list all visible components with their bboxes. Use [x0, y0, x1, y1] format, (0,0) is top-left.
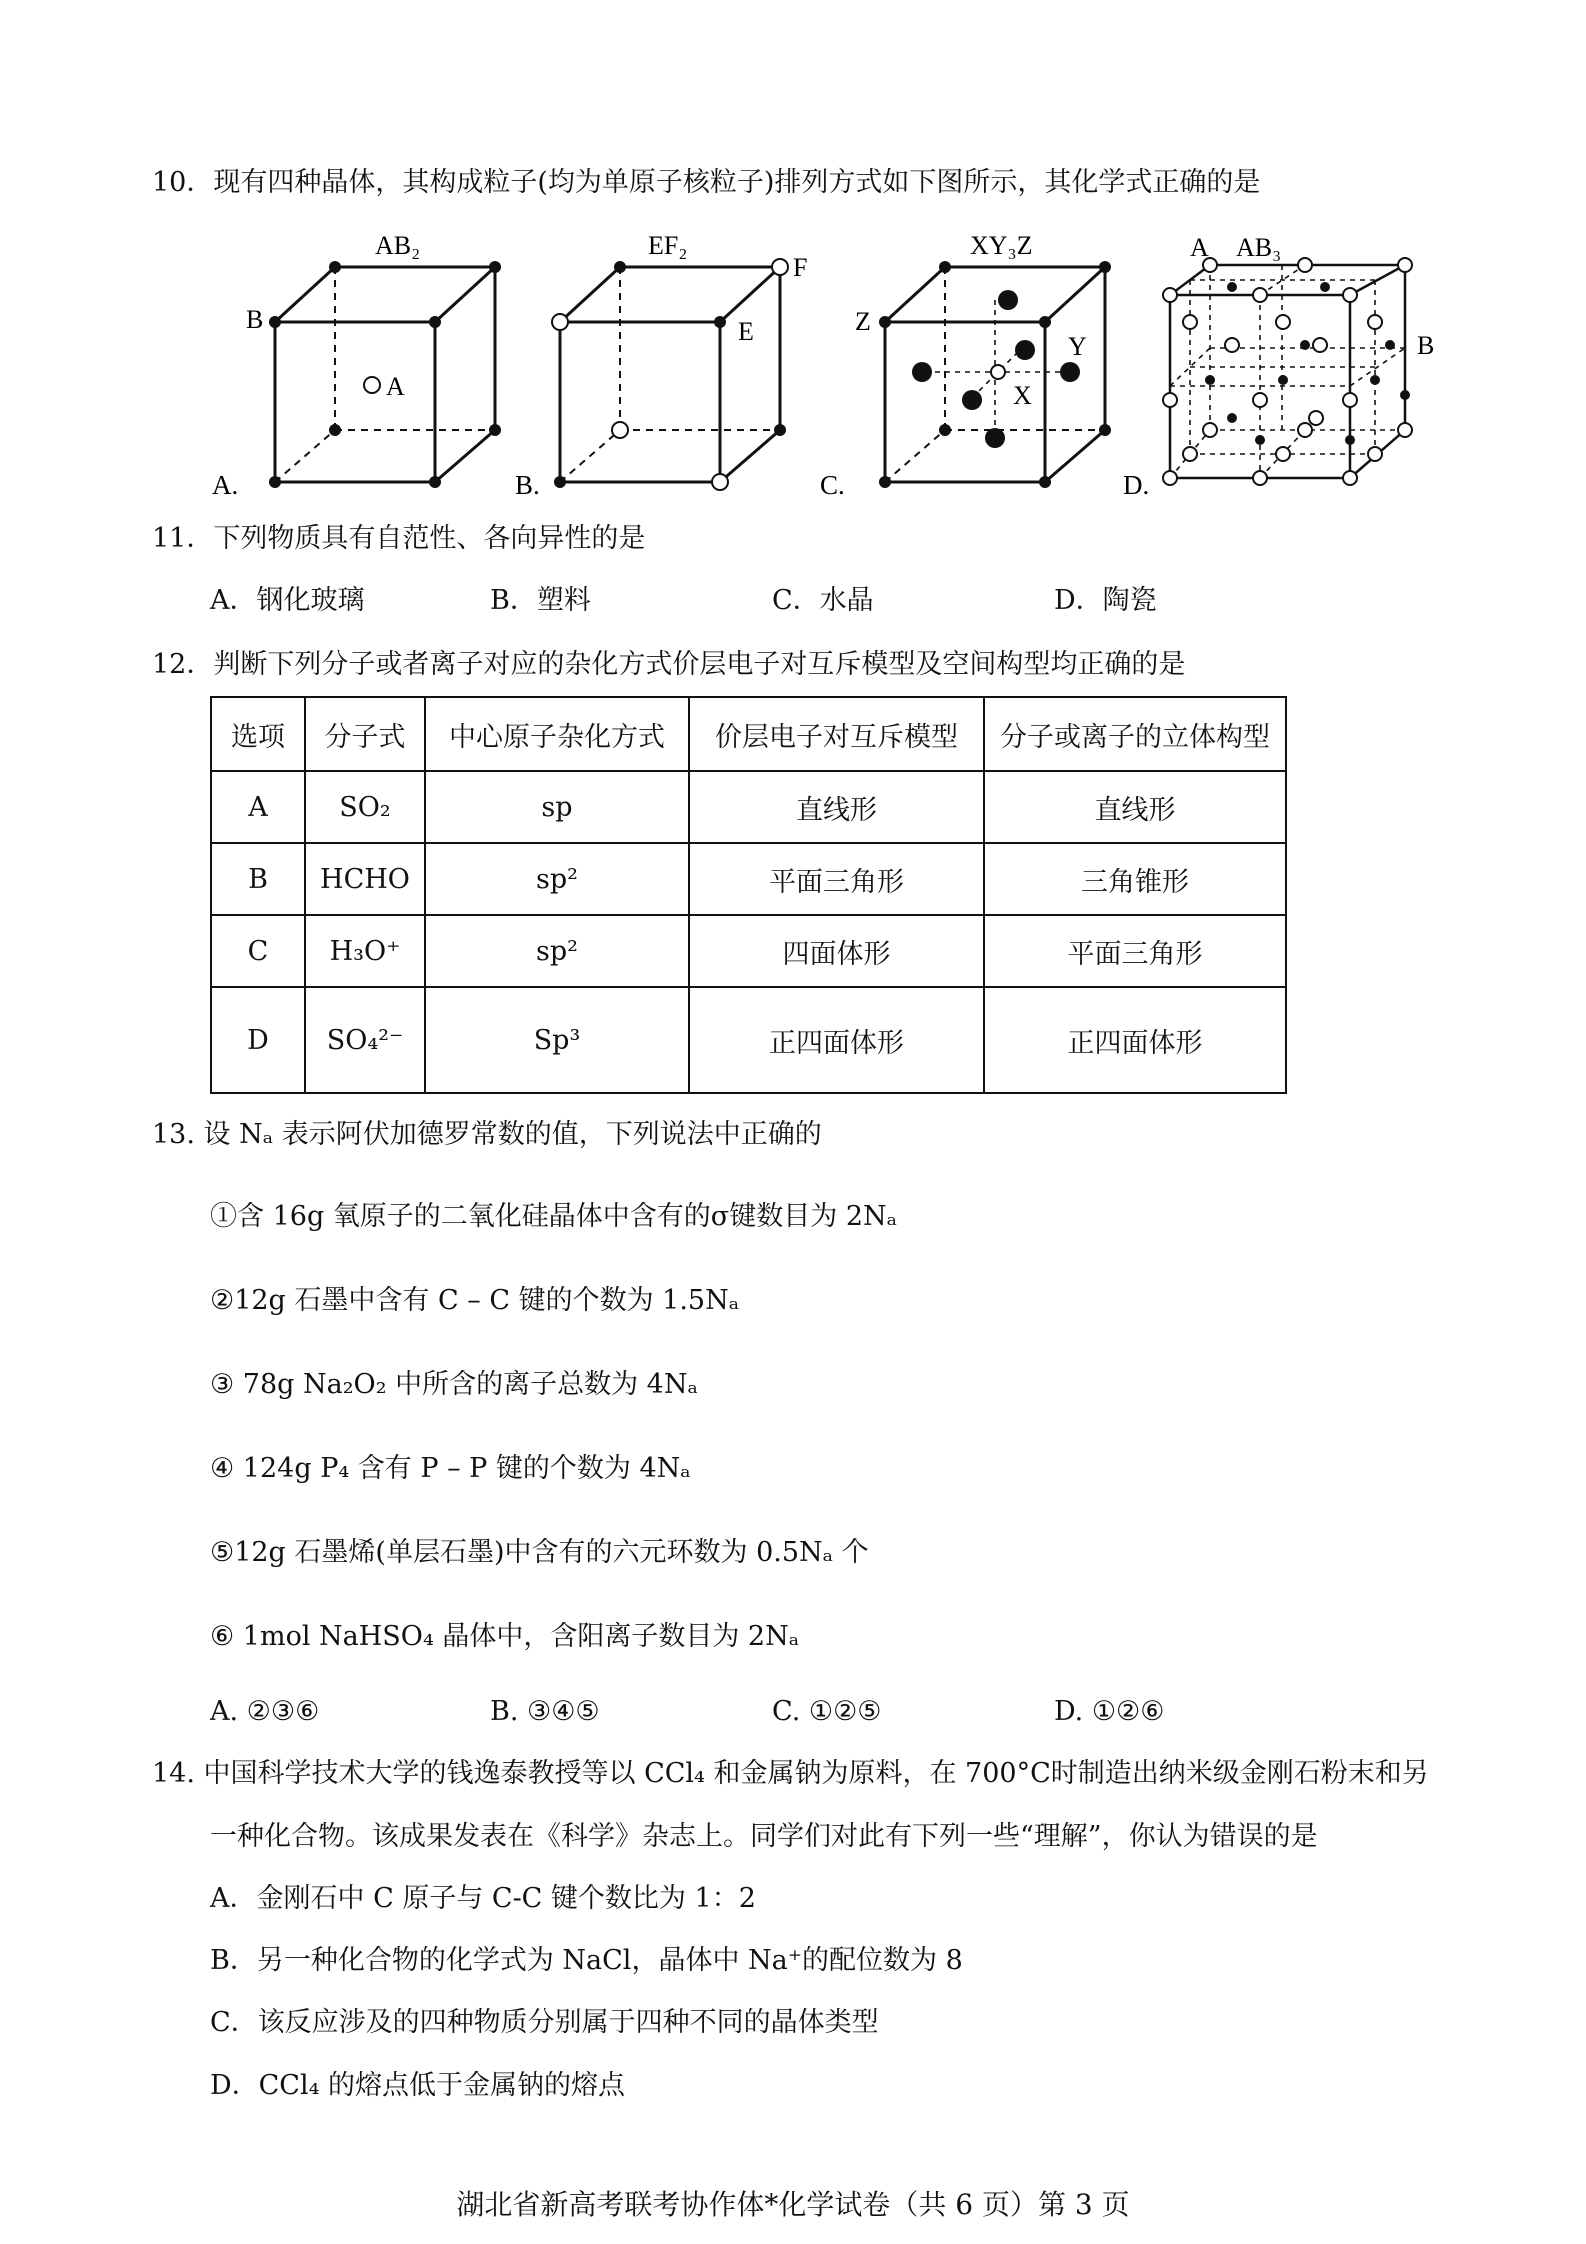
table-header-cell: 分子或离子的立体构型	[984, 697, 1286, 771]
q11-option-c: C．水晶	[772, 585, 874, 616]
crystal-a	[269, 261, 501, 488]
crystal-d	[1163, 258, 1412, 485]
q11-option-d: D．陶瓷	[1054, 585, 1157, 616]
q13-option-d: D. ①②⑥	[1054, 1696, 1165, 1727]
q14-stem-line2: 一种化合物。该成果发表在《科学》杂志上。同学们对此有下列一些“理解”，你认为错误的是	[210, 1821, 1318, 1852]
table-cell-shape: 三角锥形	[984, 843, 1286, 915]
crystal-c	[879, 261, 1111, 488]
q14-option-a: A．金刚石中 C 原子与 C-C 键个数比为 1：2	[210, 1883, 756, 1914]
q14-option-b: B．另一种化合物的化学式为 NaCl，晶体中 Na⁺的配位数为 8	[210, 1945, 963, 1976]
crystal-b-formula: EF₂	[648, 231, 688, 260]
q13-stem: 13. 设 Nₐ 表示阿伏加德罗常数的值，下列说法中正确的	[152, 1119, 822, 1150]
table-cell-shape: 直线形	[984, 771, 1286, 843]
table-cell-hybrid: sp²	[425, 915, 689, 987]
table-header-cell: 选项	[211, 697, 305, 771]
q13-option-a: A. ②③⑥	[210, 1696, 320, 1727]
crystal-c-label-x: X	[1013, 381, 1032, 410]
table-cell-hybrid: Sp³	[425, 987, 689, 1093]
q14-option-c: C．该反应涉及的四种物质分别属于四种不同的晶体类型	[210, 2007, 879, 2038]
table-row	[211, 915, 1286, 987]
q13-option-b: B. ③④⑤	[490, 1696, 600, 1727]
q11-option-b: B．塑料	[490, 585, 591, 616]
table-row	[211, 843, 1286, 915]
crystal-b	[552, 259, 788, 490]
table-cell-option: B	[211, 843, 305, 915]
table-cell-option: A	[211, 771, 305, 843]
table-cell-formula: SO₄²⁻	[305, 987, 425, 1093]
table-header-cell: 分子式	[305, 697, 425, 771]
q13-item-2: ②12g 石墨中含有 C – C 键的个数为 1.5Nₐ	[210, 1285, 740, 1316]
table-cell-vsepr: 正四面体形	[689, 987, 984, 1093]
table-header-cell: 中心原子杂化方式	[425, 697, 689, 771]
q13-option-c: C. ①②⑤	[772, 1696, 882, 1727]
crystal-d-label-a: A	[1190, 233, 1209, 262]
table-cell-hybrid: sp	[425, 771, 689, 843]
q12-stem: 12．判断下列分子或者离子对应的杂化方式价层电子对互斥模型及空间构型均正确的是	[152, 649, 1186, 680]
crystal-d-formula: AB₃	[1236, 233, 1282, 262]
crystal-a-option: A.	[212, 470, 239, 500]
table-row	[211, 771, 1286, 843]
q10-stem: 10．现有四种晶体，其构成粒子(均为单原子核粒子)排列方式如下图所示，其化学式正确的是	[152, 167, 1261, 198]
crystal-b-label-e: E	[738, 317, 754, 346]
table-cell-option: D	[211, 987, 305, 1093]
crystal-a-label-b: B	[246, 305, 264, 334]
crystal-c-label-z: Z	[855, 307, 871, 336]
table-row	[211, 987, 1286, 1093]
crystal-c-label-y: Y	[1068, 332, 1087, 361]
crystal-b-option: B.	[515, 470, 540, 500]
crystal-c-option: C.	[820, 470, 845, 500]
table-cell-vsepr: 直线形	[689, 771, 984, 843]
q13-item-6: ⑥ 1mol NaHSO₄ 晶体中，含阳离子数目为 2Nₐ	[210, 1621, 800, 1652]
q13-item-3: ③ 78g Na₂O₂ 中所含的离子总数为 4Nₐ	[210, 1369, 698, 1400]
crystal-d-label-b: B	[1417, 331, 1435, 360]
table-cell-formula: SO₂	[305, 771, 425, 843]
crystal-c-formula: XY₃Z	[970, 231, 1033, 260]
table-cell-vsepr: 平面三角形	[689, 843, 984, 915]
table-header-row	[211, 697, 1286, 771]
table-cell-formula: HCHO	[305, 843, 425, 915]
table-cell-formula: H₃O⁺	[305, 915, 425, 987]
q14-option-d: D．CCl₄ 的熔点低于金属钠的熔点	[210, 2070, 626, 2101]
crystal-d-option: D.	[1123, 470, 1150, 500]
crystal-b-label-f: F	[793, 253, 808, 282]
q12-table	[210, 696, 1287, 1094]
q11-option-a: A．钢化玻璃	[210, 585, 365, 616]
table-cell-shape: 平面三角形	[984, 915, 1286, 987]
q10-figures	[0, 220, 1586, 510]
crystal-a-label-a: A	[386, 372, 405, 401]
table-header-cell: 价层电子对互斥模型	[689, 697, 984, 771]
page-footer: 湖北省新高考联考协作体*化学试卷（共 6 页）第 3 页	[456, 2188, 1130, 2221]
q11-stem: 11．下列物质具有自范性、各向异性的是	[152, 523, 646, 554]
table-cell-option: C	[211, 915, 305, 987]
q13-item-4: ④ 124g P₄ 含有 P – P 键的个数为 4Nₐ	[210, 1453, 691, 1484]
q14-stem-line1: 14. 中国科学技术大学的钱逸泰教授等以 CCl₄ 和金属钠为原料，在 700°C时制造出纳米级金刚石粉末和另	[152, 1758, 1429, 1789]
table-cell-shape: 正四面体形	[984, 987, 1286, 1093]
crystal-a-formula: AB₂	[375, 231, 421, 260]
table-cell-vsepr: 四面体形	[689, 915, 984, 987]
q13-item-1: ①含 16g 氧原子的二氧化硅晶体中含有的σ键数目为 2Nₐ	[210, 1201, 898, 1232]
q13-item-5: ⑤12g 石墨烯(单层石墨)中含有的六元环数为 0.5Nₐ 个	[210, 1537, 869, 1568]
table-cell-hybrid: sp²	[425, 843, 689, 915]
